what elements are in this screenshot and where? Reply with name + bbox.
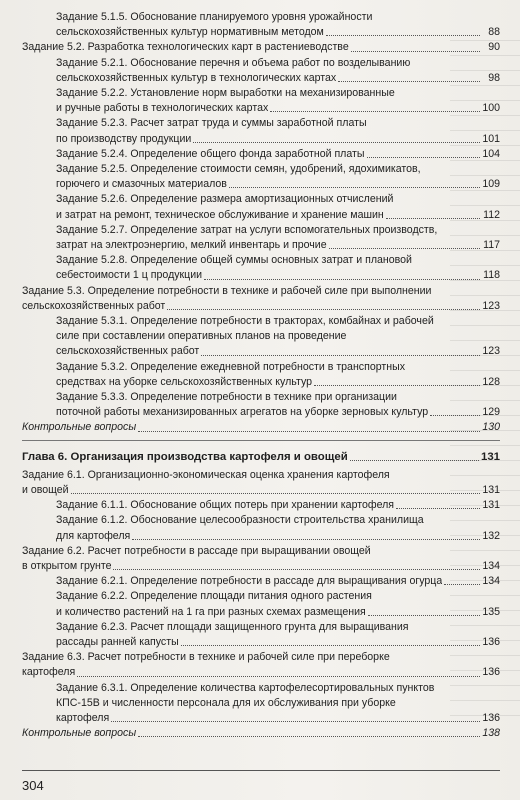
toc-entry-line: картофеля (22, 666, 76, 679)
toc-entry-page: 128 (482, 375, 500, 388)
toc-entry-line: Задание 5.2.4. Определение общего фонда заработной платы (56, 147, 365, 160)
toc-entry-page: 98 (488, 71, 500, 84)
toc-entry-page: 109 (482, 178, 500, 191)
toc-entry-page: 136 (482, 666, 500, 679)
toc-entry-page: 136 (482, 711, 500, 724)
toc-entry-line: и затрат на ремонт, техническое обслуживание и хранение машин (56, 208, 384, 221)
toc-entry[interactable] (22, 253, 500, 283)
leader-dots (113, 568, 480, 570)
leader-dots (181, 644, 480, 646)
toc-entry-line: Задание 5.2.7. Определение затрат на услуги вспомогательных производств, (56, 223, 438, 236)
leader-dots (329, 247, 480, 249)
toc-entry-line: Контрольные вопросы (22, 727, 137, 740)
toc-entry-line: Задание 6.1. Организационно-экономическая оценка хранения картофеля (22, 468, 390, 481)
leader-dots (350, 459, 479, 461)
toc-entry-line: Контрольные вопросы (22, 421, 137, 434)
toc-entry[interactable] (22, 223, 500, 253)
toc-entry-line: затрат на электроэнергию, мелкий инвентарь и прочие (56, 239, 327, 252)
chapter-title: Глава 6. Организация производства картофеля и овощей (22, 450, 348, 463)
toc-entry-page: 131 (482, 483, 500, 496)
leader-dots (204, 278, 480, 280)
toc-entry-line: Задание 6.1.2. Обоснование целесообразности строительства хранилища (56, 514, 424, 527)
toc-block-chapter-6 (22, 468, 500, 742)
leader-dots (270, 110, 480, 112)
toc-entry[interactable] (22, 650, 500, 680)
leader-dots (193, 141, 480, 143)
toc-entry[interactable] (22, 360, 500, 390)
table-of-contents (22, 10, 500, 741)
toc-entry-line: сельскохозяйственных работ (22, 299, 166, 312)
leader-dots (326, 34, 480, 36)
toc-entry-page: 132 (482, 529, 500, 542)
toc-entry-page: 130 (482, 421, 500, 434)
toc-entry-page: 90 (488, 41, 500, 54)
leader-dots (386, 217, 480, 219)
leader-dots (396, 507, 480, 509)
toc-entry[interactable] (22, 147, 500, 162)
toc-entry[interactable] (22, 681, 500, 727)
toc-entry-page: 123 (482, 299, 500, 312)
leader-dots (430, 414, 480, 416)
toc-chapter-heading[interactable] (22, 449, 500, 465)
leader-dots (367, 156, 481, 158)
toc-entry[interactable] (22, 589, 500, 619)
toc-entry-line: Задание 5.2. Разработка технологических карт в растениеводстве (22, 41, 349, 54)
toc-block-chapter-5 (22, 10, 500, 436)
toc-entry-line: Задание 5.2.1. Обоснование перечня и объема работ по возделыванию (56, 56, 411, 69)
toc-entry-line: Задание 6.1.1. Обоснование общих потерь при хранении картофеля (56, 499, 395, 512)
toc-entry-line: сельскохозяйственных культур нормативным методом (56, 26, 324, 39)
toc-entry-line: себестоимости 1 ц продукции (56, 269, 203, 282)
toc-entry-line: сельскохозяйственных культур в технологических картах (56, 71, 337, 84)
toc-entry-line: Задание 5.2.5. Определение стоимости семян, удобрений, ядохимикатов, (56, 163, 421, 176)
toc-entry-line: Задание 5.1.5. Обоснование планируемого уровня урожайности (56, 11, 373, 23)
toc-entry[interactable] (22, 468, 500, 498)
leader-dots (368, 614, 480, 616)
toc-entry-page: 101 (482, 132, 500, 145)
chapter-page: 131 (480, 450, 500, 463)
leader-dots (338, 80, 480, 82)
toc-entry[interactable] (22, 420, 500, 435)
toc-entry-page: 135 (482, 605, 500, 618)
toc-entry-line: Задание 6.3.1. Определение количества картофелесортировальных пунктов (56, 681, 435, 694)
leader-dots (167, 308, 480, 310)
toc-entry-line: Задание 5.3.2. Определение ежедневной потребности в транспортных (56, 360, 405, 373)
toc-entry-line: КПС-15В и численности персонала для их обслуживания при уборке (56, 696, 396, 709)
toc-entry-line: и количество растений на 1 га при разных схемах размещения (56, 605, 366, 618)
toc-entry-line: Задание 5.2.6. Определение размера амортизационных отчислений (56, 193, 394, 206)
chapter-separator-top (22, 440, 500, 441)
toc-entry-line: картофеля (56, 711, 110, 724)
toc-entry[interactable] (22, 513, 500, 543)
toc-entry[interactable] (22, 116, 500, 146)
page-footer (0, 770, 520, 800)
page-number: 304 (22, 778, 44, 793)
toc-entry-line: по производству продукции (56, 132, 192, 145)
leader-dots (138, 430, 480, 432)
toc-entry-page: 118 (483, 269, 500, 282)
toc-entry-line: Задание 6.3. Расчет потребности в технике и рабочей силе при переборке (22, 651, 390, 664)
toc-entry-line: в открытом грунте (22, 559, 112, 572)
toc-entry[interactable] (22, 56, 500, 86)
leader-dots (138, 735, 480, 737)
toc-entry-line: Задание 5.2.3. Расчет затрат труда и суммы заработной платы (56, 117, 367, 130)
toc-entry[interactable] (22, 40, 500, 55)
leader-dots (71, 492, 480, 494)
toc-entry-page: 134 (482, 559, 500, 572)
toc-entry-page: 136 (482, 635, 500, 648)
leader-dots (444, 583, 480, 585)
toc-entry-line: Задание 6.2.3. Расчет площади защищенного грунта для выращивания (56, 620, 409, 633)
leader-dots (77, 675, 480, 677)
toc-entry[interactable] (22, 544, 500, 574)
toc-entry-line: Задание 5.2.2. Установление норм выработки на механизированные (56, 87, 395, 100)
toc-entry-page: 117 (483, 239, 500, 252)
toc-entry-line: и ручные работы в технологических картах (56, 102, 269, 115)
toc-entry[interactable] (22, 284, 500, 314)
toc-entry-line: средствах на уборке сельскохозяйственных культур (56, 375, 313, 388)
leader-dots (229, 186, 480, 188)
toc-entry-line: Задание 5.2.8. Определение общей суммы основных затрат и плановой (56, 254, 412, 267)
toc-entry-line: Задание 5.3.1. Определение потребности в тракторах, комбайнах и рабочей (56, 315, 434, 328)
leader-dots (314, 384, 480, 386)
toc-entry[interactable] (22, 726, 500, 741)
toc-entry[interactable] (22, 192, 500, 222)
leader-dots (201, 354, 480, 356)
footer-rule (22, 770, 500, 771)
toc-entry[interactable] (22, 574, 500, 589)
toc-entry-page: 131 (482, 499, 500, 512)
toc-entry-line: рассады ранней капусты (56, 635, 179, 648)
toc-entry-page: 129 (482, 406, 500, 419)
toc-entry-page: 138 (482, 727, 500, 740)
toc-entry-line: для картофеля (56, 529, 131, 542)
leader-dots (132, 538, 480, 540)
leader-dots (111, 720, 480, 722)
toc-entry[interactable] (22, 86, 500, 116)
toc-entry-line: и овощей (22, 483, 69, 496)
toc-entry-line: Задание 6.2.1. Определение потребности в рассаде для выращивания огурца (56, 575, 443, 588)
toc-entry-page: 88 (488, 26, 500, 39)
toc-entry-line: Задание 5.3. Определение потребности в технике и рабочей силе при выполнении (22, 284, 432, 297)
toc-entry-page: 123 (482, 345, 500, 358)
leader-dots (351, 50, 480, 52)
toc-entry-line: силе при составлении оперативных планов на проведение (56, 330, 347, 343)
toc-entry-page: 100 (482, 102, 500, 115)
toc-entry[interactable] (22, 390, 500, 420)
toc-entry-page: 134 (482, 575, 500, 588)
toc-entry-line: Задание 6.2. Расчет потребности в рассаде при выращивании овощей (22, 544, 371, 557)
toc-entry[interactable] (22, 10, 500, 40)
toc-entry[interactable] (22, 620, 500, 650)
toc-entry-page: 104 (482, 147, 500, 160)
toc-entry-page: 112 (483, 208, 500, 221)
toc-entry-line: сельскохозяйственных работ (56, 345, 200, 358)
toc-entry-line: горючего и смазочных материалов (56, 178, 227, 191)
toc-entry-line: Задание 6.2.2. Определение площади питания одного растения (56, 590, 372, 603)
toc-entry-line: Задание 5.3.3. Определение потребности в технике при организации (56, 391, 397, 404)
toc-entry-line: поточной работы механизированных агрегатов на уборке зерновых культур (56, 406, 429, 419)
toc-entry[interactable] (22, 162, 500, 192)
toc-entry[interactable] (22, 498, 500, 513)
toc-entry[interactable] (22, 314, 500, 360)
